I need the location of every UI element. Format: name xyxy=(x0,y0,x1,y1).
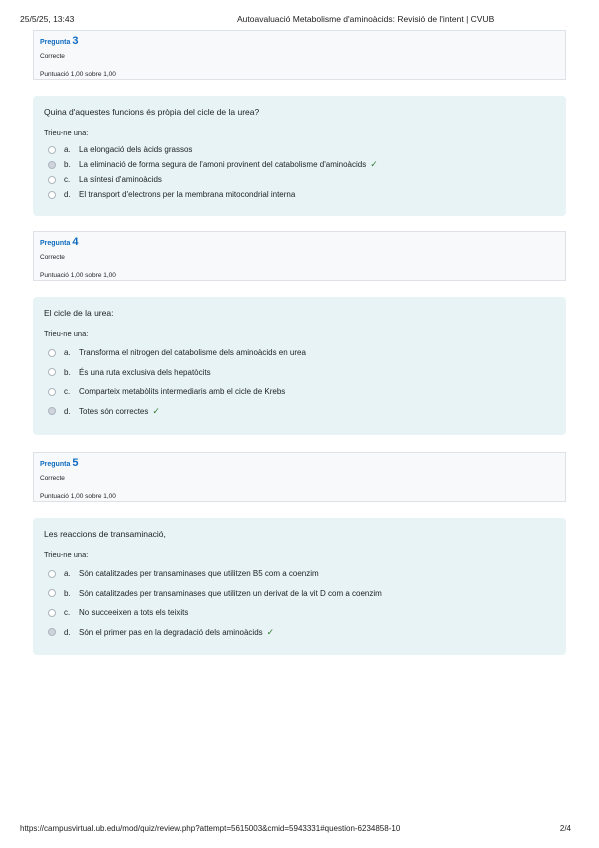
option-text: El transport d'electrons per la membrana mitocondrial interna xyxy=(79,190,296,199)
page-number: 2/4 xyxy=(559,824,571,833)
option-text: La síntesi d'aminoàcids xyxy=(79,175,162,184)
option-letter: d. xyxy=(64,627,71,637)
radio-icon[interactable] xyxy=(48,146,56,154)
print-url: https://campusvirtual.ub.edu/mod/quiz/review.php?attempt=5615003&cmid=5943331#question-6234858-10 xyxy=(20,824,401,833)
question-formulation-3 xyxy=(33,96,566,216)
answer-option-a[interactable] xyxy=(44,142,555,157)
radio-icon[interactable] xyxy=(48,176,56,184)
option-text: La eliminació de forma segura de l'amoni provinent del catabolisme d'aminoàcids xyxy=(79,160,367,169)
answer-option-d[interactable] xyxy=(44,187,555,202)
radio-icon[interactable] xyxy=(48,589,56,597)
question-number-value: 5 xyxy=(72,457,79,469)
option-letter: c. xyxy=(64,175,71,184)
option-text: La elongació dels àcids grassos xyxy=(79,145,193,154)
option-letter: d. xyxy=(64,406,71,416)
radio-icon[interactable] xyxy=(48,368,56,376)
question-info-3 xyxy=(33,30,566,80)
question-number xyxy=(40,236,559,250)
question-number xyxy=(40,35,559,49)
question-label: Pregunta xyxy=(40,39,71,46)
answer-option-c[interactable] xyxy=(44,382,555,402)
print-date: 25/5/25, 13:43 xyxy=(20,14,75,24)
option-letter: b. xyxy=(64,588,71,598)
answer-option-d[interactable] xyxy=(44,623,555,643)
radio-icon[interactable] xyxy=(48,191,56,199)
option-text: Són el primer pas en la degradació dels aminoàcids xyxy=(79,627,263,637)
question-formulation-4 xyxy=(33,297,566,435)
option-text: Són catalitzades per transaminases que utilitzen un derivat de la vit D com a coenzim xyxy=(79,588,382,598)
question-number-value: 3 xyxy=(72,35,79,47)
check-icon: ✓ xyxy=(370,159,378,169)
question-text: El cicle de la urea: xyxy=(44,308,114,318)
answer-option-b[interactable] xyxy=(44,584,555,604)
answer-options xyxy=(44,142,555,202)
radio-icon[interactable] xyxy=(48,570,56,578)
option-text: Són catalitzades per transaminases que utilitzen B5 com a coenzim xyxy=(79,569,319,579)
question-grade: Puntuació 1,00 sobre 1,00 xyxy=(40,272,116,279)
answer-prompt: Trieu-ne una: xyxy=(44,550,89,559)
question-grade: Puntuació 1,00 sobre 1,00 xyxy=(40,493,116,500)
print-footer xyxy=(20,824,579,836)
question-grade: Puntuació 1,00 sobre 1,00 xyxy=(40,71,116,78)
option-text: Totes són correctes xyxy=(79,406,149,416)
answer-prompt: Trieu-ne una: xyxy=(44,128,89,137)
question-state: Correcte xyxy=(40,53,65,60)
answer-options xyxy=(44,343,555,421)
option-letter: a. xyxy=(64,348,71,358)
answer-option-a[interactable] xyxy=(44,564,555,584)
answer-option-d[interactable] xyxy=(44,402,555,422)
option-letter: b. xyxy=(64,160,71,169)
question-label: Pregunta xyxy=(40,240,71,247)
radio-icon[interactable] xyxy=(48,628,56,636)
check-icon: ✓ xyxy=(266,626,275,637)
answer-options xyxy=(44,564,555,642)
answer-option-c[interactable] xyxy=(44,172,555,187)
answer-option-b[interactable] xyxy=(44,363,555,383)
question-label: Pregunta xyxy=(40,461,71,468)
option-letter: b. xyxy=(64,367,71,377)
question-info-4 xyxy=(33,231,566,281)
option-letter: d. xyxy=(64,190,71,199)
answer-option-c[interactable] xyxy=(44,603,555,623)
question-number-value: 4 xyxy=(72,236,79,248)
question-text: Les reaccions de transaminació, xyxy=(44,529,166,539)
question-state: Correcte xyxy=(40,254,65,261)
option-text: És una ruta exclusiva dels hepatòcits xyxy=(79,367,211,377)
print-title: Autoavaluació Metabolisme d'aminoàcids: Revisió de l'intent | CVUB xyxy=(237,14,495,24)
question-formulation-5 xyxy=(33,518,566,655)
radio-icon[interactable] xyxy=(48,349,56,357)
radio-icon[interactable] xyxy=(48,407,56,415)
radio-icon[interactable] xyxy=(48,161,56,169)
option-text: No succeeixen a tots els teixits xyxy=(79,608,189,618)
radio-icon[interactable] xyxy=(48,609,56,617)
check-icon: ✓ xyxy=(152,405,160,416)
question-info-5 xyxy=(33,452,566,502)
option-letter: c. xyxy=(64,608,71,618)
question-number xyxy=(40,457,559,471)
answer-option-a[interactable] xyxy=(44,343,555,363)
radio-icon[interactable] xyxy=(48,388,56,396)
print-header xyxy=(20,14,579,26)
answer-prompt: Trieu-ne una: xyxy=(44,329,89,338)
question-text: Quina d'aquestes funcions és pròpia del cicle de la urea? xyxy=(44,107,260,117)
option-text: Transforma el nitrogen del catabolisme dels aminoàcids en urea xyxy=(79,348,306,358)
option-letter: a. xyxy=(64,145,71,154)
option-letter: c. xyxy=(64,387,71,397)
option-text: Comparteix metabòlits intermediaris amb el cicle de Krebs xyxy=(79,387,286,397)
answer-option-b[interactable] xyxy=(44,157,555,172)
option-letter: a. xyxy=(64,569,71,579)
question-state: Correcte xyxy=(40,475,65,482)
